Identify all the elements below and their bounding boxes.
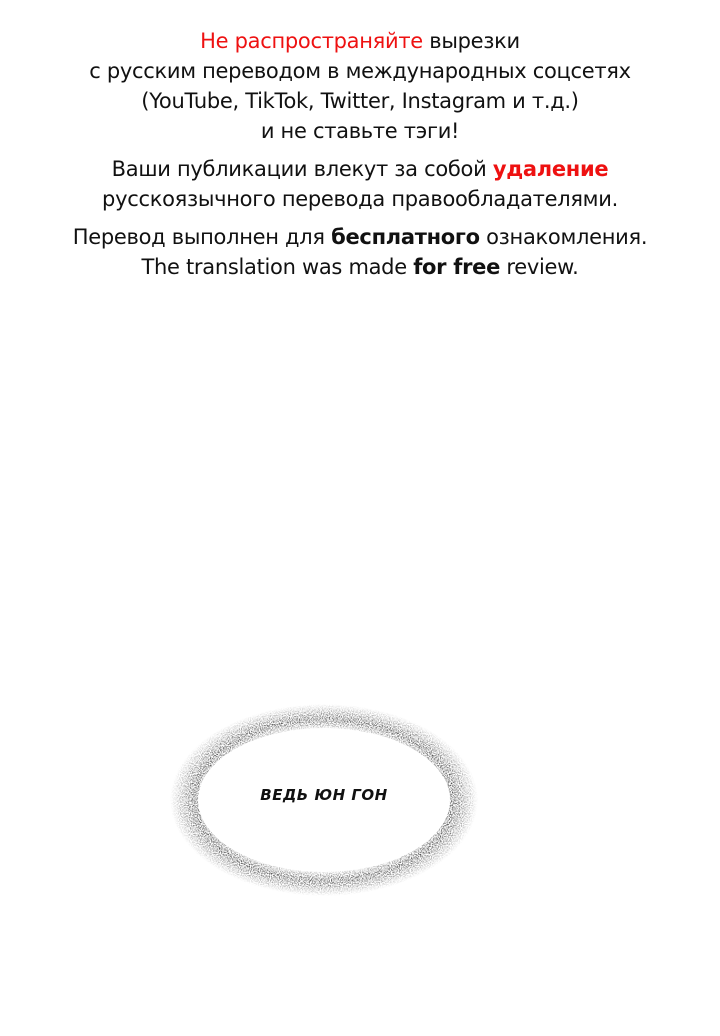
notice-line-3: (YouTube, TikTok, Twitter, Instagram и т.д.) bbox=[141, 89, 579, 113]
translation-notice bbox=[0, 26, 720, 282]
notice-line-7-after: ознакомления. bbox=[479, 225, 648, 249]
notice-line-7 bbox=[0, 222, 720, 252]
notice-line-6: русскоязычного перевода правообладателями. bbox=[102, 187, 618, 211]
notice-line-2: с русским переводом в международных соцсетях bbox=[89, 59, 631, 83]
speech-bubble-text: ВЕДЬ ЮН ГОН bbox=[260, 786, 388, 804]
notice-free-word: бесплатного bbox=[331, 225, 480, 249]
notice-line-5-before: Ваши публикации влекут за собой bbox=[111, 157, 493, 181]
notice-line-8-before: The translation was made bbox=[141, 255, 414, 279]
speech-bubble bbox=[166, 700, 482, 900]
notice-line-7-before: Перевод выполнен для bbox=[72, 225, 332, 249]
notice-line-5 bbox=[0, 154, 720, 184]
notice-line-8-after: review. bbox=[500, 255, 579, 279]
notice-line-8 bbox=[0, 252, 720, 282]
notice-line-1-rest: вырезки bbox=[422, 29, 520, 53]
notice-line-1 bbox=[0, 26, 720, 56]
notice-warning-red: Не распространяйте bbox=[200, 29, 423, 53]
notice-for-free-words: for free bbox=[413, 255, 501, 279]
notice-deletion-word: удаление bbox=[492, 157, 609, 181]
notice-line-4: и не ставьте тэги! bbox=[260, 119, 460, 143]
